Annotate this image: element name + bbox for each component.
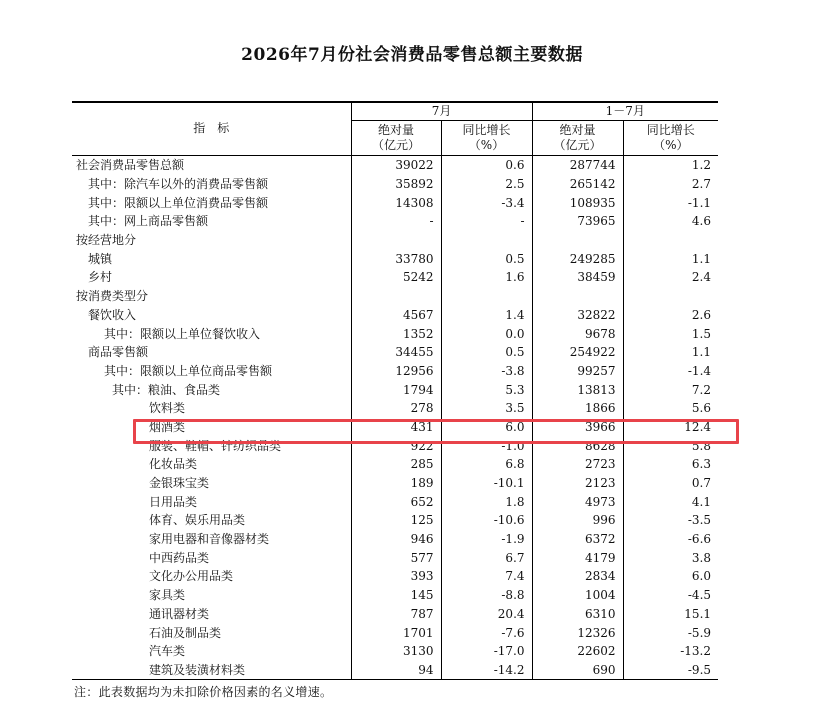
row-label: 汽车类 <box>72 642 351 661</box>
july-abs-cell <box>351 287 441 306</box>
ytd-abs-cell: 108935 <box>532 193 623 212</box>
ytd-yoy-cell: 4.6 <box>691 214 712 229</box>
ytd-abs-cell: 3966 <box>532 418 623 437</box>
yoy-unit-label: （%） <box>468 138 505 152</box>
row-label: 其中：限额以上单位消费品零售额 <box>72 193 351 212</box>
yoy-label: 同比增长 <box>646 123 695 137</box>
table-row <box>72 156 718 175</box>
july-abs-cell: 787 <box>351 605 441 624</box>
july-abs-cell: 652 <box>351 492 441 511</box>
row-label: 通讯器材类 <box>72 605 351 624</box>
ytd-yoy-cell: 2.7 <box>691 177 712 192</box>
july-abs-cell: 14308 <box>351 193 441 212</box>
july-yoy-cell: 20.4 <box>441 605 532 624</box>
july-yoy-cell: 1.6 <box>441 268 532 287</box>
july-yoy-cell: 5.3 <box>441 380 532 399</box>
july-yoy-cell: - <box>441 212 532 231</box>
ytd-abs-cell: 8628 <box>532 436 623 455</box>
ytd-yoy-cell: 15.1 <box>684 606 712 621</box>
ytd-abs-cell: 249285 <box>532 249 623 268</box>
row-label: 其中：除汽车以外的消费品零售额 <box>72 175 351 194</box>
table-row <box>72 306 718 325</box>
row-label: 其中：限额以上单位商品零售额 <box>72 362 351 381</box>
abs-unit-label: （亿元） <box>371 138 420 152</box>
ytd-abs-header <box>532 121 623 156</box>
table-row <box>72 492 718 511</box>
july-yoy-cell: 6.0 <box>441 418 532 437</box>
july-yoy-cell: 1.4 <box>441 306 532 325</box>
july-abs-cell: 1701 <box>351 623 441 642</box>
ytd-abs-cell: 254922 <box>532 343 623 362</box>
ytd-yoy-cell: 1.2 <box>691 158 712 173</box>
row-label: 金银珠宝类 <box>72 474 351 493</box>
july-yoy-cell: 0.5 <box>441 249 532 268</box>
july-yoy-cell <box>441 231 532 250</box>
july-yoy-cell: -14.2 <box>441 661 532 680</box>
row-label: 餐饮收入 <box>72 306 351 325</box>
table-row <box>72 175 718 194</box>
ytd-abs-cell: 287744 <box>532 156 623 175</box>
table-row <box>72 567 718 586</box>
july-yoy-cell: -10.6 <box>441 511 532 530</box>
july-yoy-cell: 1.8 <box>441 492 532 511</box>
ytd-abs-cell: 1866 <box>532 399 623 418</box>
row-label: 日用品类 <box>72 492 351 511</box>
july-abs-cell: 39022 <box>351 156 441 175</box>
july-abs-cell: 393 <box>351 567 441 586</box>
ytd-abs-cell: 690 <box>532 661 623 680</box>
table-row <box>72 193 718 212</box>
ytd-yoy-cell: 5.8 <box>691 438 712 453</box>
july-yoy-cell <box>441 287 532 306</box>
abs-unit-label: （亿元） <box>553 138 602 152</box>
page-title: 2026年7月份社会消费品零售总额主要数据 <box>241 45 583 65</box>
table-row <box>72 605 718 624</box>
row-label: 其中：限额以上单位餐饮收入 <box>72 324 351 343</box>
row-label: 烟酒类 <box>72 418 351 437</box>
row-label: 建筑及装潢材料类 <box>72 661 351 680</box>
row-label: 社会消费品零售总额 <box>72 156 351 175</box>
ytd-yoy-cell: -6.6 <box>687 532 712 547</box>
yoy-unit-label: （%） <box>653 138 689 152</box>
table-row <box>72 343 718 362</box>
row-label: 体育、娱乐用品类 <box>72 511 351 530</box>
table-row <box>72 548 718 567</box>
july-abs-cell: 125 <box>351 511 441 530</box>
ytd-abs-cell: 38459 <box>532 268 623 287</box>
row-label: 家具类 <box>72 586 351 605</box>
ytd-abs-cell: 4179 <box>532 548 623 567</box>
ytd-abs-cell: 12326 <box>532 623 623 642</box>
ytd-yoy-cell: 2.6 <box>691 307 712 322</box>
table-row <box>72 324 718 343</box>
row-label: 饮料类 <box>72 399 351 418</box>
july-abs-cell: 189 <box>351 474 441 493</box>
july-yoy-cell: 0.6 <box>441 156 532 175</box>
table-row <box>72 586 718 605</box>
july-abs-cell: 946 <box>351 530 441 549</box>
ytd-abs-cell: 32822 <box>532 306 623 325</box>
retail-data-table <box>72 101 718 680</box>
table-body <box>72 156 718 680</box>
ytd-yoy-cell: -9.5 <box>623 661 718 680</box>
indicator-header: 指 标 <box>72 102 351 156</box>
table-row <box>72 455 718 474</box>
july-abs-cell: 922 <box>351 436 441 455</box>
ytd-yoy-cell <box>623 287 718 306</box>
table-row <box>72 418 718 437</box>
abs-value-label: 绝对量 <box>377 123 414 137</box>
jan-jul-header: 1－7月 <box>532 102 718 121</box>
ytd-abs-cell: 265142 <box>532 175 623 194</box>
table-row <box>72 436 718 455</box>
july-abs-cell: 1352 <box>351 324 441 343</box>
ytd-abs-cell: 996 <box>532 511 623 530</box>
july-yoy-cell: 0.5 <box>441 343 532 362</box>
ytd-yoy-cell: 3.8 <box>691 550 712 565</box>
ytd-yoy-cell: -5.9 <box>687 625 712 640</box>
july-abs-cell: 431 <box>351 418 441 437</box>
ytd-yoy-cell: 4.1 <box>691 494 712 509</box>
july-yoy-cell: -1.9 <box>441 530 532 549</box>
july-yoy-cell: -1.0 <box>441 436 532 455</box>
ytd-yoy-cell: -4.5 <box>687 588 712 603</box>
ytd-abs-cell: 2123 <box>532 474 623 493</box>
row-label: 其中：粮油、食品类 <box>72 380 351 399</box>
row-label: 家用电器和音像器材类 <box>72 530 351 549</box>
ytd-abs-cell: 2834 <box>532 567 623 586</box>
july-yoy-cell: -17.0 <box>441 642 532 661</box>
ytd-abs-cell <box>532 231 623 250</box>
ytd-yoy-cell: -3.5 <box>687 513 712 528</box>
ytd-yoy-cell: 6.0 <box>691 569 712 584</box>
table-row <box>72 212 718 231</box>
row-label: 化妆品类 <box>72 455 351 474</box>
ytd-yoy-cell: 1.1 <box>691 345 712 360</box>
ytd-yoy-cell: -1.1 <box>687 195 712 210</box>
table-row <box>72 474 718 493</box>
ytd-abs-cell <box>532 287 623 306</box>
july-abs-cell: 4567 <box>351 306 441 325</box>
ytd-yoy-cell <box>623 231 718 250</box>
row-label: 中西药品类 <box>72 548 351 567</box>
ytd-yoy-header <box>623 121 718 156</box>
table-row <box>72 399 718 418</box>
row-label: 商品零售额 <box>72 343 351 362</box>
ytd-abs-cell: 6372 <box>532 530 623 549</box>
ytd-yoy-cell: 2.4 <box>691 270 712 285</box>
ytd-abs-cell: 9678 <box>532 324 623 343</box>
table-row <box>72 623 718 642</box>
july-yoy-cell: -3.4 <box>441 193 532 212</box>
july-abs-header <box>351 121 441 156</box>
july-yoy-cell: 2.5 <box>441 175 532 194</box>
july-abs-cell: 5242 <box>351 268 441 287</box>
ytd-yoy-cell: -13.2 <box>680 644 712 659</box>
ytd-abs-cell: 6310 <box>532 605 623 624</box>
ytd-abs-cell: 99257 <box>532 362 623 381</box>
table-row <box>72 287 718 306</box>
july-yoy-cell: -8.8 <box>441 586 532 605</box>
july-yoy-cell: -3.8 <box>441 362 532 381</box>
header-row-periods <box>72 102 718 121</box>
july-header: 7月 <box>351 102 532 121</box>
ytd-yoy-cell: 6.3 <box>691 457 712 472</box>
row-label: 石油及制品类 <box>72 623 351 642</box>
ytd-yoy-cell: 12.4 <box>684 419 712 434</box>
ytd-abs-cell: 4973 <box>532 492 623 511</box>
table-row <box>72 642 718 661</box>
row-label: 城镇 <box>72 249 351 268</box>
july-abs-cell: 33780 <box>351 249 441 268</box>
abs-value-label: 绝对量 <box>559 123 596 137</box>
july-yoy-cell: 6.7 <box>441 548 532 567</box>
table-row <box>72 530 718 549</box>
july-yoy-cell: 3.5 <box>441 399 532 418</box>
july-yoy-cell: 0.0 <box>441 324 532 343</box>
july-yoy-cell: -10.1 <box>441 474 532 493</box>
yoy-label: 同比增长 <box>462 123 511 137</box>
july-abs-cell: 12956 <box>351 362 441 381</box>
july-abs-cell: 145 <box>351 586 441 605</box>
row-label: 服装、鞋帽、针纺织品类 <box>72 436 351 455</box>
row-label: 乡村 <box>72 268 351 287</box>
table-row <box>72 661 718 680</box>
july-abs-cell: 1794 <box>351 380 441 399</box>
ytd-abs-cell: 73965 <box>532 212 623 231</box>
july-abs-cell: 94 <box>351 661 441 680</box>
july-abs-cell: 577 <box>351 548 441 567</box>
table-row <box>72 249 718 268</box>
july-abs-cell: 285 <box>351 455 441 474</box>
july-yoy-header <box>441 121 532 156</box>
row-label: 按消费类型分 <box>72 287 351 306</box>
ytd-abs-cell: 1004 <box>532 586 623 605</box>
july-abs-cell <box>351 231 441 250</box>
july-yoy-cell: -7.6 <box>441 623 532 642</box>
ytd-yoy-cell: 5.6 <box>691 401 712 416</box>
july-abs-cell: - <box>351 212 441 231</box>
table-row <box>72 231 718 250</box>
row-label: 按经营地分 <box>72 231 351 250</box>
july-abs-cell: 35892 <box>351 175 441 194</box>
ytd-abs-cell: 13813 <box>532 380 623 399</box>
table-row <box>72 511 718 530</box>
ytd-yoy-cell: 1.5 <box>691 326 712 341</box>
ytd-yoy-cell: 1.1 <box>691 251 712 266</box>
footnote: 注：此表数据均为未扣除价格因素的名义增速。 <box>74 685 333 699</box>
july-yoy-cell: 7.4 <box>441 567 532 586</box>
ytd-abs-cell: 2723 <box>532 455 623 474</box>
row-label: 其中：网上商品零售额 <box>72 212 351 231</box>
table-row <box>72 268 718 287</box>
july-abs-cell: 3130 <box>351 642 441 661</box>
ytd-abs-cell: 22602 <box>532 642 623 661</box>
table-row <box>72 362 718 381</box>
july-yoy-cell: 6.8 <box>441 455 532 474</box>
july-abs-cell: 278 <box>351 399 441 418</box>
ytd-yoy-cell: 0.7 <box>691 476 712 491</box>
july-abs-cell: 34455 <box>351 343 441 362</box>
table-row <box>72 380 718 399</box>
ytd-yoy-cell: 7.2 <box>691 382 712 397</box>
ytd-yoy-cell: -1.4 <box>687 363 712 378</box>
row-label: 文化办公用品类 <box>72 567 351 586</box>
